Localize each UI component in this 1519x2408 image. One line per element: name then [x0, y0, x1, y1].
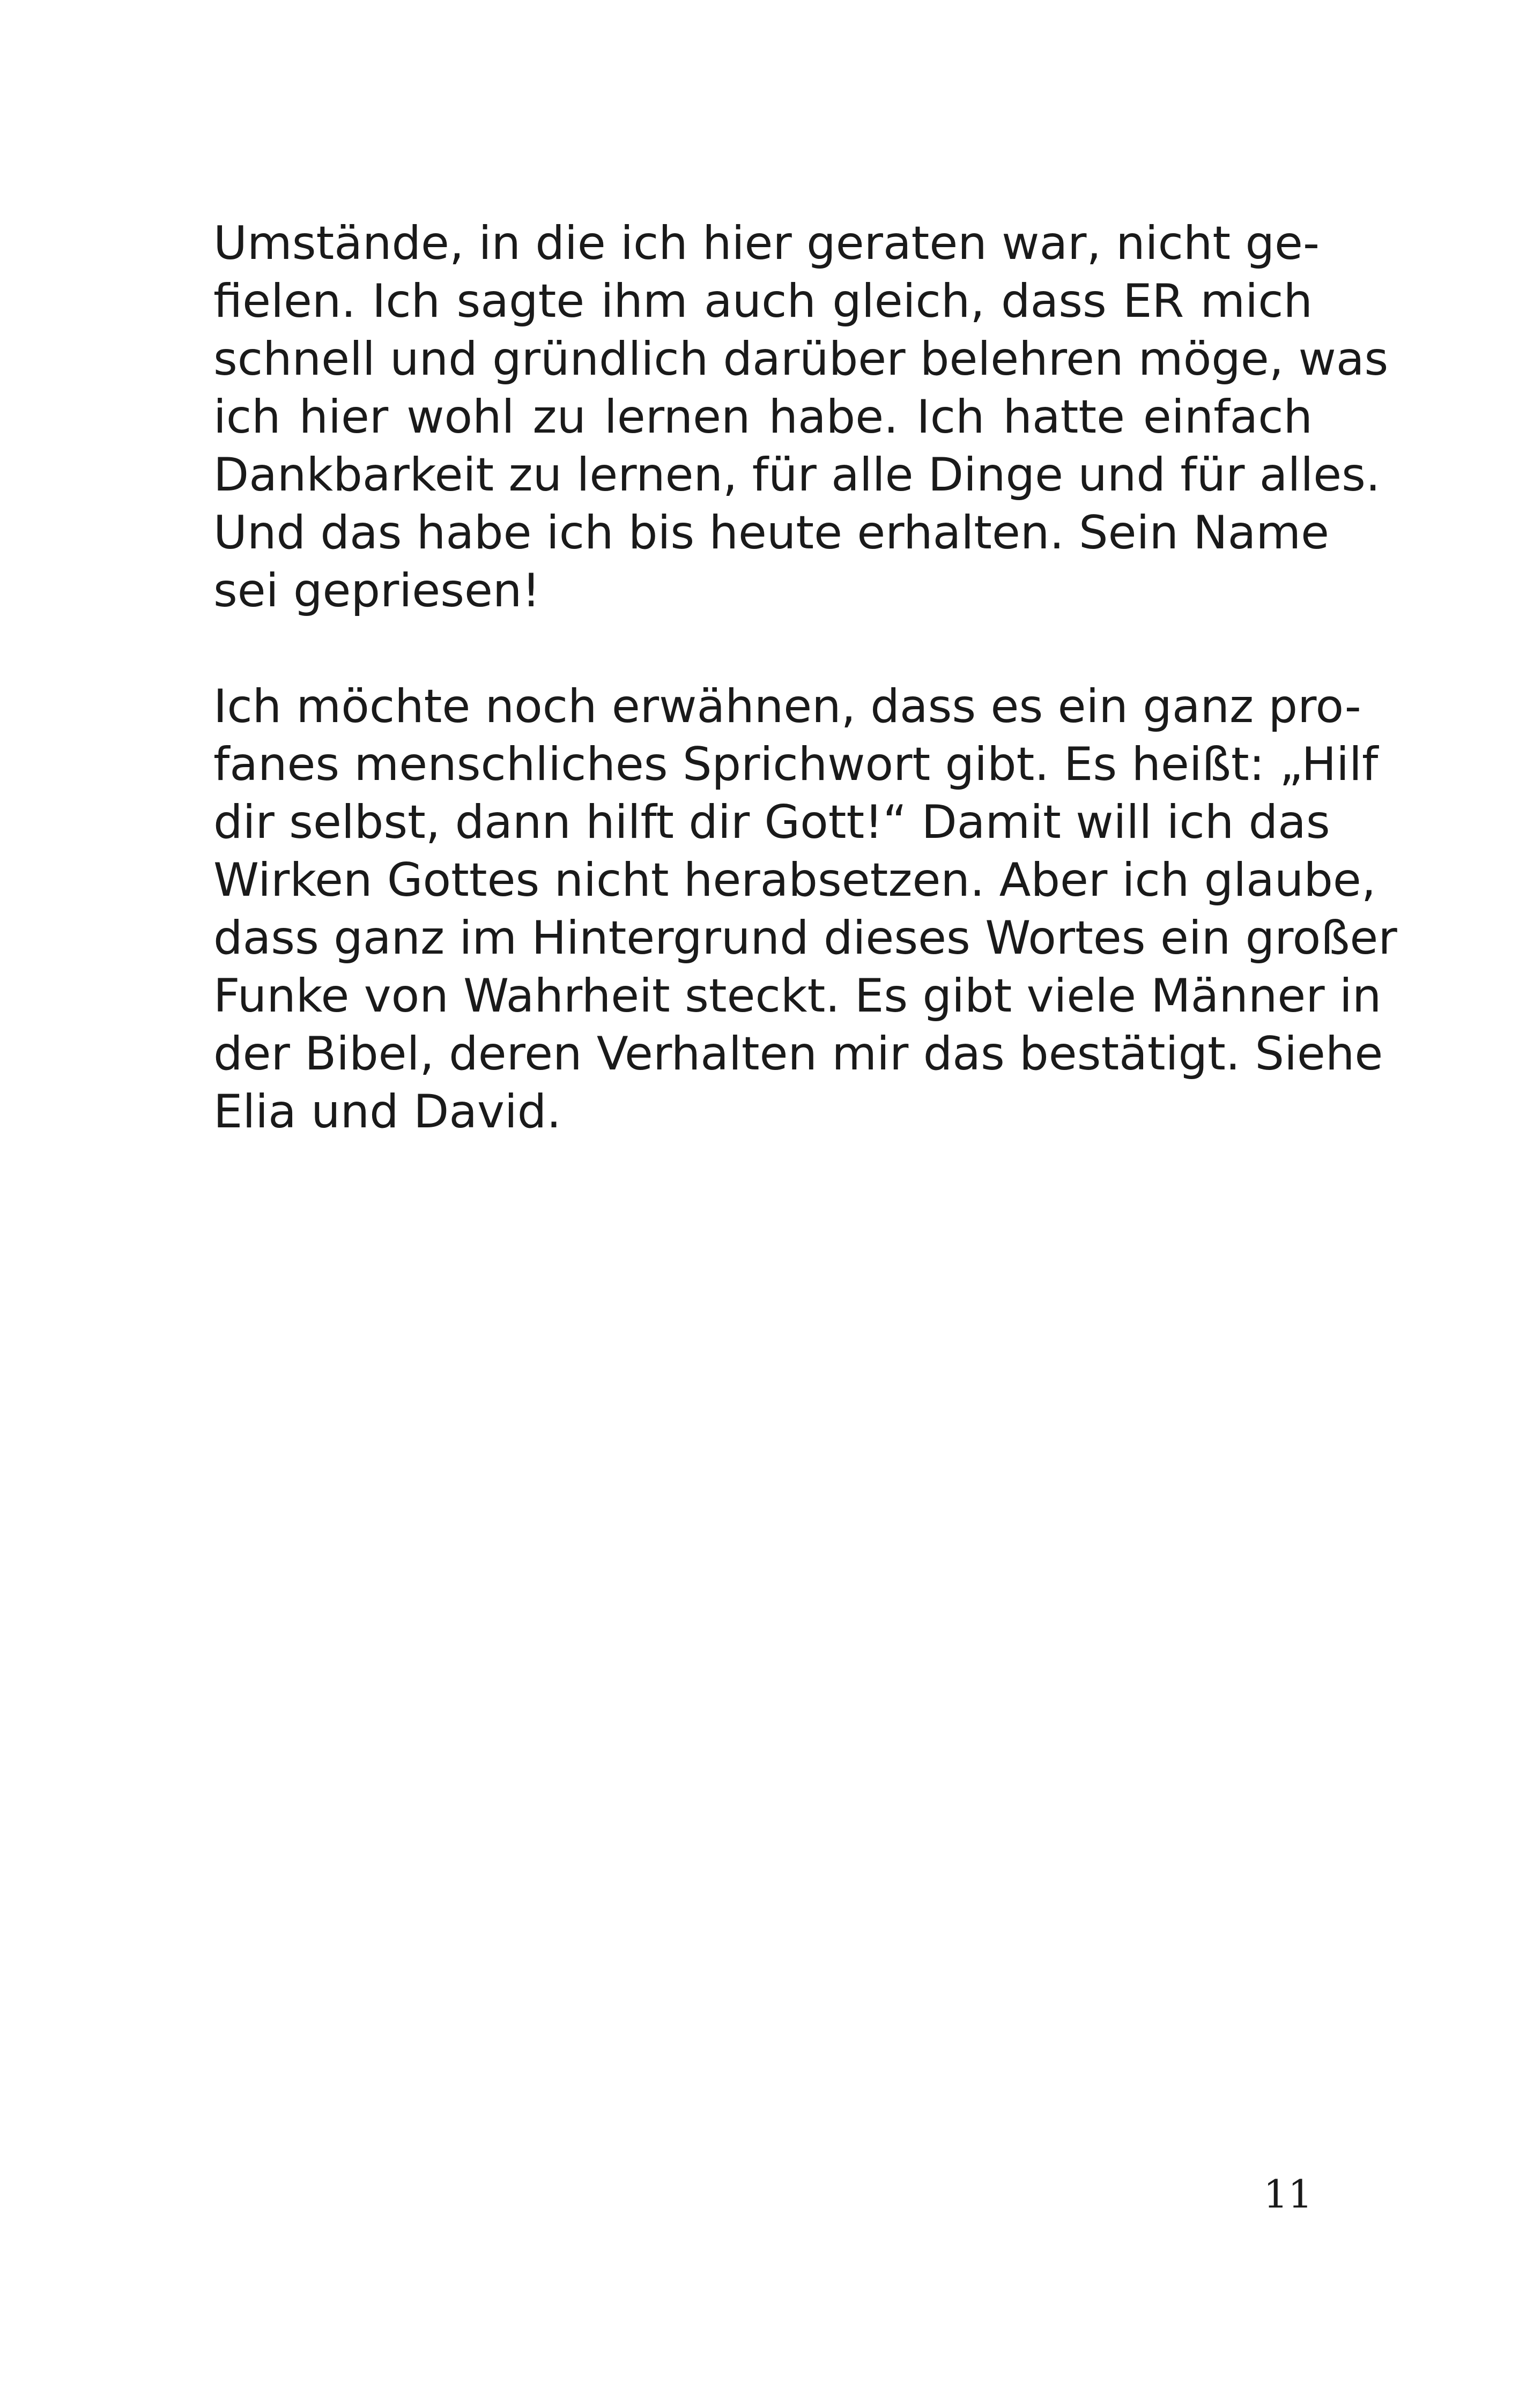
paragraph-2 — [213, 678, 1397, 1141]
text-line: fielen. Ich sagte ihm auch gleich, dass ER mich — [213, 274, 1313, 328]
text-line: Umstände, in die ich hier geraten war, nicht ge- — [213, 217, 1320, 270]
text-line: Und das habe ich bis heute erhalten. Sein Name — [213, 506, 1330, 560]
text-line: sei gepriesen! — [213, 564, 540, 618]
text-line: der Bibel, deren Verhalten mir das bestätigt. Siehe — [213, 1027, 1383, 1081]
text-line: Funke von Wahrheit steckt. Es gibt viele Männer in — [213, 969, 1382, 1023]
text-line: ich hier wohl zu lernen habe. Ich hatte einfach — [213, 390, 1313, 444]
page-number: 11 — [1263, 2172, 1313, 2217]
text-line: Elia und David. — [213, 1085, 561, 1139]
text-line: Wirken Gottes nicht herabsetzen. Aber ich glaube, — [213, 853, 1376, 907]
text-line: dir selbst, dann hilft dir Gott!“ Damit will ich das — [213, 796, 1330, 849]
text-line: schnell und gründlich darüber belehren möge, was — [213, 332, 1389, 386]
text-line: Dankbarkeit zu lernen, für alle Dinge und für alles. — [213, 448, 1381, 502]
text-line: fanes menschliches Sprichwort gibt. Es heißt: „Hilf — [213, 738, 1379, 791]
paragraph-1 — [213, 214, 1389, 620]
text-line: Ich möchte noch erwähnen, dass es ein ganz pro- — [213, 680, 1361, 733]
text-line: dass ganz im Hintergrund dieses Wortes ein großer — [213, 911, 1397, 965]
